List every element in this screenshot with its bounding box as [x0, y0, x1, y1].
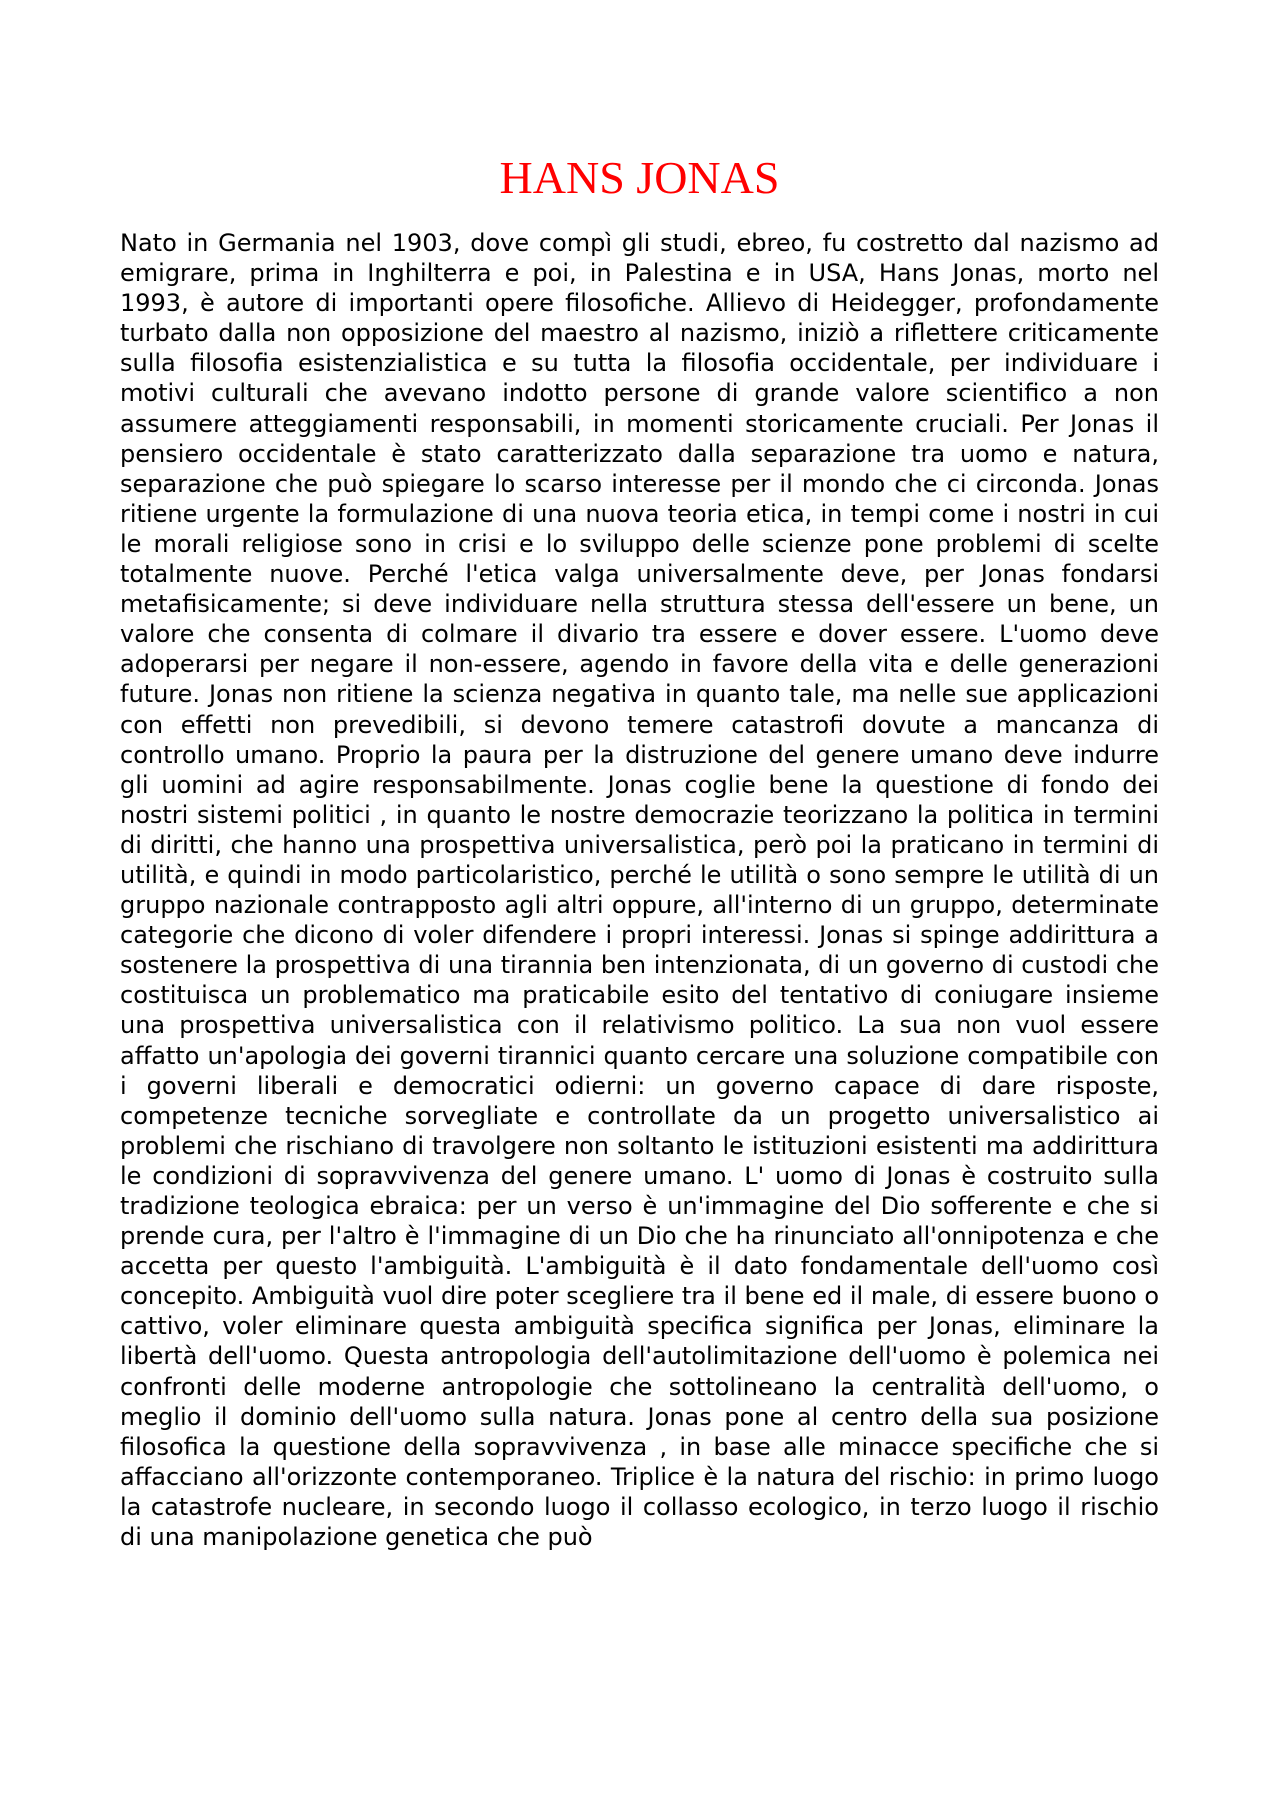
body-paragraph: Nato in Germania nel 1903, dove compì gli studi, ebreo, fu costretto dal nazismo ad emigrare, prima in Inghilterra e poi, in Palestina e in USA, Hans Jonas, morto nel 1993, è autore di importanti opere filosofiche. Allievo di Heidegger, profondamente turbato dalla non opposizione del maestro al nazismo, iniziò a riflettere criticamente sulla filosofia esistenzialistica e su tutta la filosofia occidentale, per individuare i motivi culturali che avevano indotto persone di grande valore scientifico a non assumere atteggiamenti responsabili, in momenti storicamente cruciali. Per Jonas il pensiero occidentale è stato caratterizzato dalla separazione tra uomo e natura, separazione che può spiegare lo scarso interesse per il mondo che ci circonda. Jonas ritiene urgente la formulazione di una nuova teoria etica, in tempi come i nostri in cui le morali religiose sono in crisi e lo sviluppo delle scienze pone problemi di scelte totalmente nuove. Perché l'etica valga universalmente deve, per Jonas fondarsi metafisicamente; si deve individuare nella struttura stessa dell'essere un bene, un valore che consenta di colmare il divario tra essere e dover essere. L'uomo deve adoperarsi per negare il non-essere, agendo in favore della vita e delle generazioni future. Jonas non ritiene la scienza negativa in quanto tale, ma nelle sue applicazioni con effetti non prevedibili, si devono temere catastrofi dovute a mancanza di controllo umano. Proprio la paura per la distruzione del genere umano deve indurre gli uomini ad agire responsabilmente. Jonas coglie bene la questione di fondo dei nostri sistemi politici , in quanto le nostre democrazie teorizzano la politica in termini di diritti, che hanno una prospettiva universalistica, però poi la praticano in termini di utilità, e quindi in modo particolaristico, perché le utilità o sono sempre le utilità di un gruppo nazionale contrapposto agli altri oppure, all'interno di un gruppo, determinate categorie che dicono di voler difendere i propri interessi. Jonas si spinge addirittura a sostenere la prospettiva di una tirannia ben intenzionata, di un governo di custodi che costituisca un problematico ma praticabile esito del tentativo di coniugare insieme una prospettiva universalistica con il relativismo politico. La sua non vuol essere affatto un'apologia dei governi tirannici quanto cercare una soluzione compatibile con i governi liberali e democratici odierni: un governo capace di dare risposte, competenze tecniche sorvegliate e controllate da un progetto universalistico ai problemi che rischiano di travolgere non soltanto le istituzioni esistenti ma addirittura le condizioni di sopravvivenza del genere umano. L' uomo di Jonas è costruito sulla tradizione teologica ebraica: per un verso è un'immagine del Dio sofferente e che si prende cura, per l'altro è l'immagine di un Dio che ha rinunciato all'onnipotenza e che accetta per questo l'ambiguità. L'ambiguità è il dato fondamentale dell'uomo così concepito. Ambiguità vuol dire poter scegliere tra il bene ed il male, di essere buono o cattivo, voler eliminare questa ambiguità specifica significa per Jonas, eliminare la libertà dell'uomo. Questa antropologia dell'autolimitazione dell'uomo è polemica nei confronti delle moderne antropologie che sottolineano la centralità dell'uomo, o meglio il dominio dell'uomo sulla natura. Jonas pone al centro della sua posizione filosofica la questione della sopravvivenza , in base alle minacce specifiche che si affacciano all'orizzonte contemporaneo. Triplice è la natura del rischio: in primo luogo la catastrofe nucleare, in secondo luogo il collasso ecologico, in terzo luogo il rischio di una manipolazione genetica che può	[120, 229, 1159, 1552]
document-page	[120, 150, 1159, 1552]
document-title: HANS JONAS	[499, 152, 780, 203]
